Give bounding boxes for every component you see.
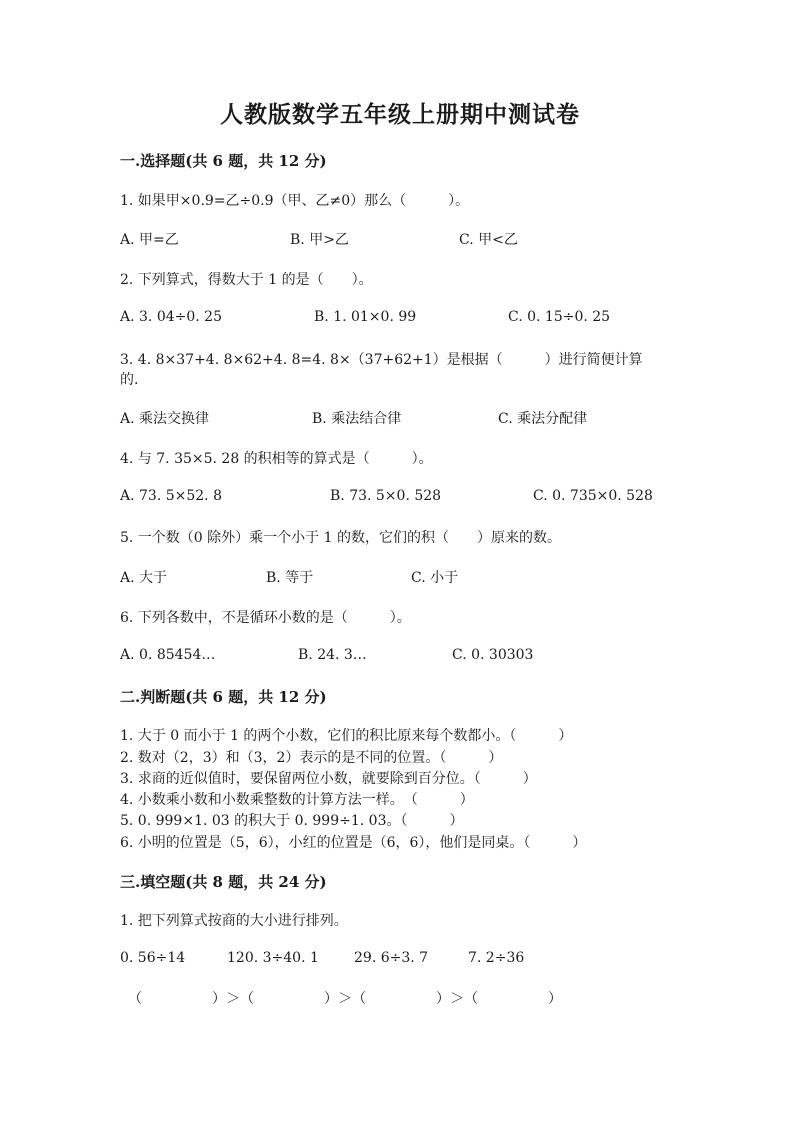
question-stem: 4. 与 7. 35×5. 28 的积相等的算式是（ ）。 [120, 451, 433, 467]
option-a: A. 大于 [120, 570, 168, 586]
option-b: B. 24. 3… [298, 647, 367, 663]
option-a: A. 甲=乙 [120, 232, 179, 248]
ordering-blanks: （ ）＞（ ）＞（ ）＞（ ） [128, 991, 562, 1007]
option-c: C. 小于 [411, 570, 459, 586]
question-stem: 3. 4. 8×37+4. 8×62+4. 8=4. 8×（37+62+1）是根据（ ）进行简便计算 [120, 352, 643, 368]
option-b: B. 73. 5×0. 528 [330, 488, 442, 504]
section-heading-judge: 二.判断题(共 6 题，共 12 分) [120, 688, 327, 706]
option-c: C. 乘法分配律 [498, 411, 588, 427]
option-a: A. 73. 5×52. 8 [120, 488, 222, 504]
expression: 0. 56÷14 [120, 950, 186, 966]
option-c: C. 0. 15÷0. 25 [508, 309, 611, 325]
question-stem: 6. 下列各数中，不是循环小数的是（ ）。 [120, 610, 411, 626]
expression: 7. 2÷36 [468, 950, 525, 966]
expression: 29. 6÷3. 7 [354, 950, 429, 966]
judge-item: 3. 求商的近似值时，要保留两位小数，就要除到百分位。（ ） [120, 771, 537, 787]
option-b: B. 等于 [266, 570, 314, 586]
section-heading-choice: 一.选择题(共 6 题，共 12 分) [120, 152, 327, 170]
option-c: C. 甲<乙 [459, 232, 518, 248]
question-stem: 2. 下列算式，得数大于 1 的是（ ）。 [120, 272, 373, 288]
option-c: C. 0. 30303 [452, 647, 534, 663]
question-stem: 1. 如果甲×0.9=乙÷0.9（甲、乙≠0）那么（ ）。 [120, 193, 470, 209]
judge-item: 2. 数对（2，3）和（3，2）表示的是不同的位置。（ ） [120, 750, 503, 766]
question-stem-continued: 的. [120, 372, 139, 388]
option-a: A. 0. 85454… [120, 647, 216, 663]
judge-item: 1. 大于 0 而小于 1 的两个小数，它们的积比原来每个数都小。（ ） [120, 728, 573, 744]
question-stem: 5. 一个数（0 除外）乘一个小于 1 的数，它们的积（ ）原来的数。 [120, 530, 561, 546]
expression: 120. 3÷40. 1 [227, 950, 319, 966]
option-b: B. 甲>乙 [290, 232, 349, 248]
judge-item: 5. 0. 999×1. 03 的积大于 0. 999÷1. 03。（ ） [120, 813, 464, 829]
option-b: B. 乘法结合律 [312, 411, 402, 427]
question-stem: 1. 把下列算式按商的大小进行排列。 [120, 913, 348, 929]
judge-item: 4. 小数乘小数和小数乘整数的计算方法一样。 （ ） [120, 792, 474, 808]
section-heading-fill: 三.填空题(共 8 题，共 24 分) [120, 873, 327, 891]
page-title: 人教版数学五年级上册期中测试卷 [220, 101, 580, 128]
judge-item: 6. 小明的位置是（5，6），小红的位置是（6，6），他们是同桌。（ ） [120, 835, 587, 851]
option-c: C. 0. 735×0. 528 [533, 488, 653, 504]
option-a: A. 3. 04÷0. 25 [120, 309, 222, 325]
option-b: B. 1. 01×0. 99 [314, 309, 417, 325]
option-a: A. 乘法交换律 [120, 411, 210, 427]
